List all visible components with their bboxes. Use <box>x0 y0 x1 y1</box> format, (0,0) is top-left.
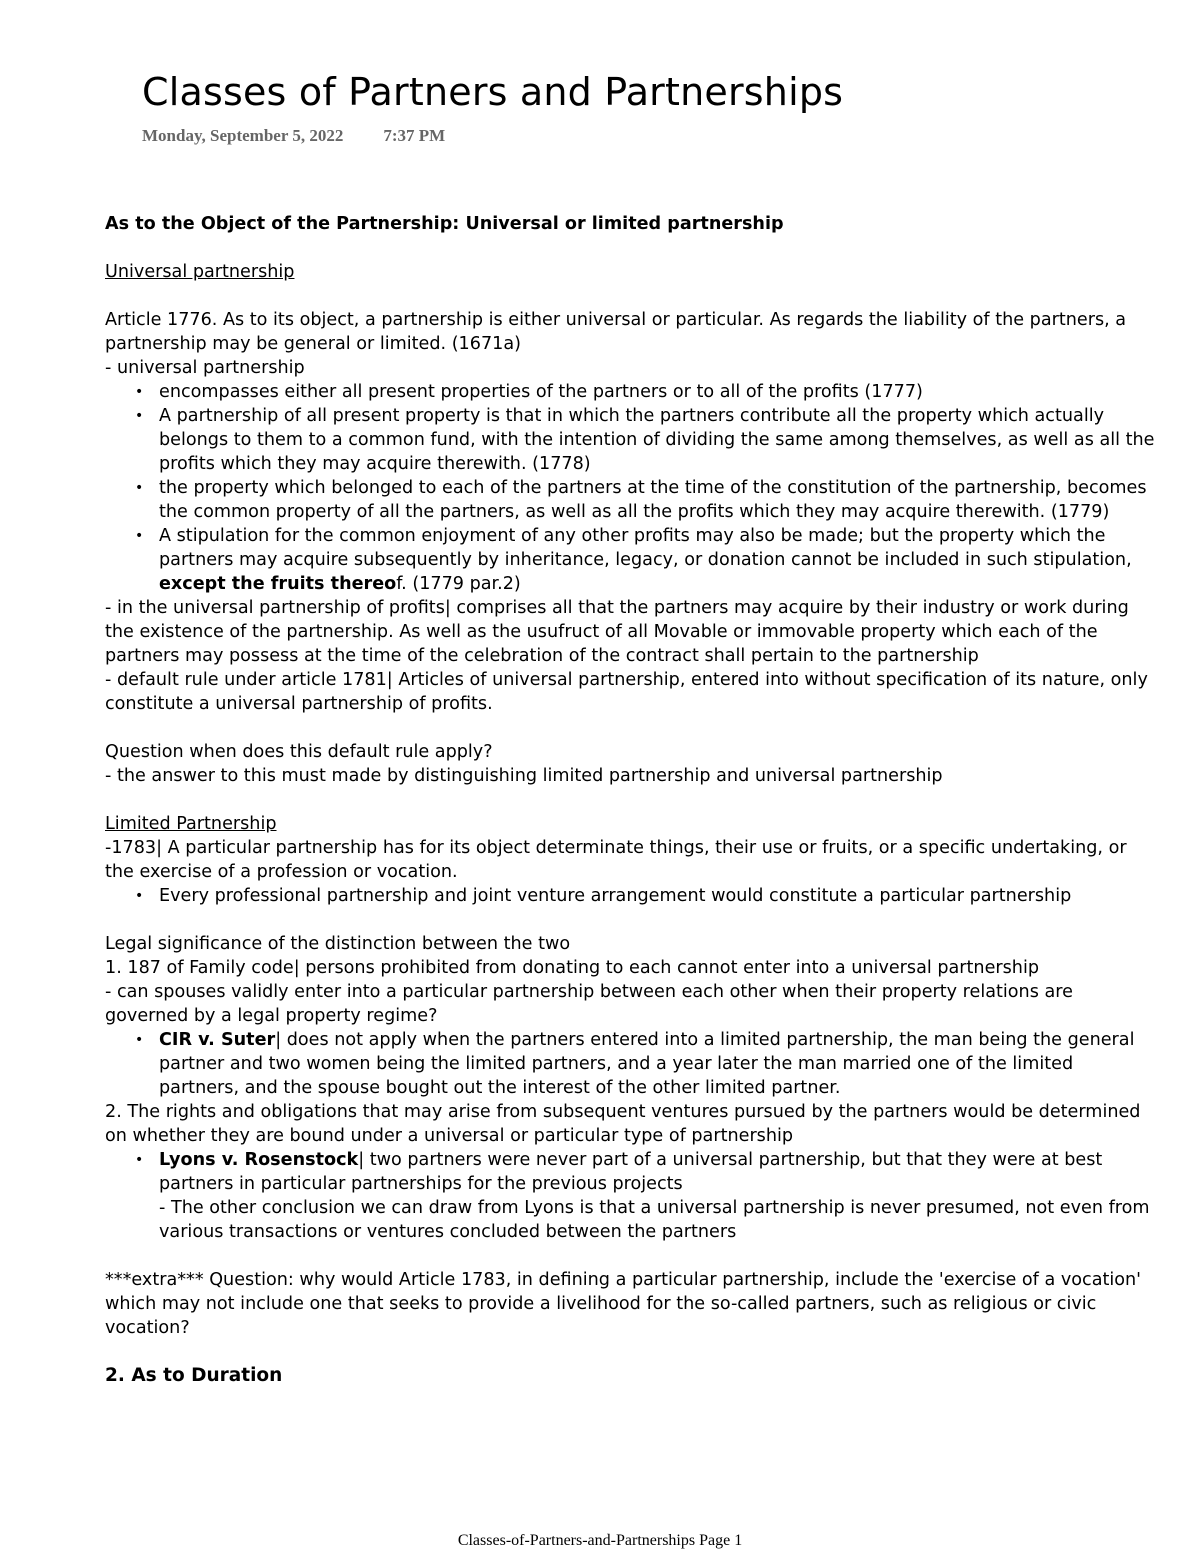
significance-heading: Legal significance of the distinction between the two <box>105 934 571 954</box>
case-lyons-text: | two partners were never part of a universal partnership, but that they were at best partners in particular partnerships for the previous projects <box>159 1150 1103 1194</box>
page-timestamp <box>142 126 445 146</box>
universal-bullet-list <box>105 380 1155 596</box>
dash-universal: - universal partnership <box>105 358 305 378</box>
limited-bullet-list <box>105 884 1155 908</box>
subheading-limited: Limited Partnership <box>105 814 277 834</box>
profits-paragraph: - in the universal partnership of profits| comprises all that the partners may acquire by their industry or work during the existence of the partnership. As well as the usufruct of all Movable or immovable property which each of the partners may possess at the time of the celebration of the contract shall pertain to the partnership <box>105 598 1129 666</box>
lyons-bullet-list <box>105 1148 1155 1244</box>
significance-point-2: 2. The rights and obligations that may arise from subsequent ventures pursued by the partners would be determined on whether they are bound under a universal or particular type of partnership <box>105 1102 1141 1146</box>
list-item: • encompasses either all present properties of the partners or to all of the profits (1777) <box>159 380 1155 404</box>
list-item: • Every professional partnership and joint venture arrangement would constitute a particular partnership <box>159 884 1155 908</box>
page-title: Classes of Partners and Partnerships <box>142 70 844 114</box>
section-heading-duration: 2. As to Duration <box>105 1365 283 1386</box>
default-rule: - default rule under article 1781| Articles of universal partnership, entered into without specification of its nature, only constitute a universal partnership of profits. <box>105 670 1148 714</box>
list-item: • the property which belonged to each of the partners at the time of the constitution of the partnership, becomes the common property of all the partners, as well as all the profits which they may acquire therewith. (1779) <box>159 476 1155 524</box>
cir-bullet-list <box>105 1028 1155 1100</box>
significance-point-1: 1. 187 of Family code| persons prohibited from donating to each cannot enter into a universal partnership <box>105 958 1040 978</box>
bullet4-tail: f. (1779 par.2) <box>396 574 521 594</box>
bullet4-bold: except the fruits thereo <box>159 574 397 594</box>
article-1776: Article 1776. As to its object, a partnership is either universal or particular. As regards the liability of the partners, a partnership may be general or limited. (1671a) <box>105 310 1127 354</box>
case-lyons: Lyons v. Rosenstock <box>159 1150 359 1170</box>
note-body <box>105 212 1155 1388</box>
bullet4-text: A stipulation for the common enjoyment of any other profits may also be made; but the property which the partners may acquire subsequently by inheritance, legacy, or donation cannot be included in such stipulation, <box>159 526 1132 570</box>
answer: - the answer to this must made by distinguishing limited partnership and universal partnership <box>105 766 943 786</box>
page-date: Monday, September 5, 2022 <box>142 126 344 145</box>
article-1783: -1783| A particular partnership has for its object determinate things, their use or fruits, or a specific undertaking, or the exercise of a profession or vocation. <box>105 838 1127 882</box>
case-lyons-extra: - The other conclusion we can draw from Lyons is that a universal partnership is never presumed, not even from various transactions or ventures concluded between the partners <box>159 1198 1150 1242</box>
list-item <box>159 524 1155 596</box>
list-item: • A partnership of all present property is that in which the partners contribute all the property which actually belongs to them to a common fund, with the intention of dividing the same among themselves, as well as all the profits which they may acquire therewith. (1778) <box>159 404 1155 476</box>
list-item <box>159 1148 1155 1244</box>
list-item <box>159 1028 1155 1100</box>
subheading-universal: Universal partnership <box>105 262 295 282</box>
case-cir-text: | does not apply when the partners entered into a limited partnership, the man being the general partner and two women being the limited partners, and a year later the man married one of the limited partners, and the spouse bought out the interest of the other limited partner. <box>159 1030 1135 1098</box>
page-footer: Classes-of-Partners-and-Partnerships Page 1 <box>457 1532 743 1549</box>
question: Question when does this default rule apply? <box>105 742 493 762</box>
extra-question: ***extra*** Question: why would Article 1783, in defining a particular partnership, include the 'exercise of a vocation' which may not include one that seeks to provide a livelihood for the so-called partners, such as religious or civic vocation? <box>105 1270 1142 1338</box>
case-cir-suter: CIR v. Suter <box>159 1030 276 1050</box>
section-heading-object: As to the Object of the Partnership: Universal or limited partnership <box>105 214 784 234</box>
spouses-question: - can spouses validly enter into a particular partnership between each other when their property relations are governed by a legal property regime? <box>105 982 1073 1026</box>
page-time: 7:37 PM <box>383 126 446 145</box>
